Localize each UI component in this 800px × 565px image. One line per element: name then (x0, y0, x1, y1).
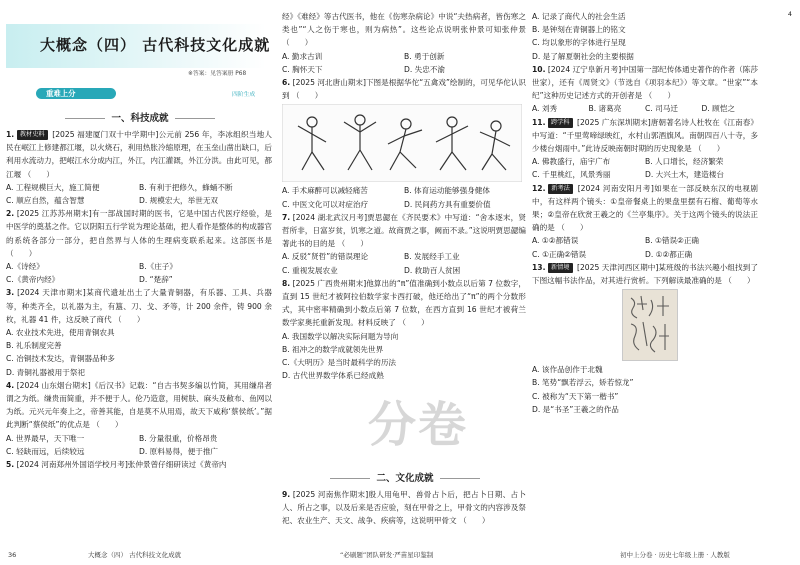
option-c[interactable]: C. 被称为“天下第一楷书” (532, 391, 619, 401)
corner-page-number: 4 (787, 10, 792, 18)
option-c[interactable]: C. 胸怀天下 (282, 64, 323, 74)
question-text: [2024 天津市期末]某商代遗址出土了大量青铜器，有乐器、工具、兵器等，种类齐全，以礼器为主，有簋、刀、戈、矛等，计 200 余件，铸 900 余枚，礼器 41 件，这反映了商代 (6, 288, 272, 324)
option-d[interactable]: D. 原料易得，便于推广 (139, 446, 219, 456)
option-a[interactable]: A.《诗经》 (6, 262, 44, 272)
section-heading-tech: 一、科技成就 (40, 110, 240, 124)
answer-blank[interactable]: （ ） (282, 38, 313, 48)
question-10 (532, 63, 758, 103)
question-number: 3. (6, 288, 15, 298)
question-text: [2024 湖北武汉月考]贾思勰在《齐民要术》中写道：“舍本逐末，贤哲所非，日富岁贫，饥寒之道。故商贾之事，阙而不录。”这说明贾思勰编著此书的目的是 (282, 212, 526, 249)
option-a[interactable]: A. 反驳“贤哲”的错误理论 (282, 252, 369, 262)
option-c[interactable]: C. 顺应自然，蕴含智慧 (6, 196, 85, 206)
question-7 (282, 211, 526, 251)
question-1 (6, 128, 272, 181)
answer-blank[interactable]: （ ） (398, 318, 429, 328)
section-heading-culture: 二、文化成就 (300, 470, 510, 484)
section-pill-label: 重难上分 (46, 89, 76, 98)
question-8-options (282, 330, 526, 383)
middle-column-bottom (282, 488, 526, 528)
question-tag: 新情境 (548, 263, 573, 273)
question-text: [2025 江苏苏州期末]有一部战国时期的医书，它是中国古代医疗经验，是中医学的奠基之作。它以阴阳五行学说为理论基础，把人看作是整体的构成器官的系统各部分一部分，把自然界与人体的生理病变联系起来。这部医书是 (6, 209, 272, 245)
question-text: 经》《难经》等古代医书，他在《伤寒杂病论》中说“夫热病者，皆伤寒之类也”“人之伤于寒也，则为病热”。这些论点说明张仲景可知张仲景 (282, 12, 526, 35)
option-a[interactable]: A. 我国数学以解决实际问题为导向 (282, 331, 399, 341)
question-tag: 跨学科 (548, 118, 573, 128)
question-text: [2024 河南安阳月考]如果在一部反映东汉的电视剧中，有这样两个镜头：①皇帝餐桌上的果盘里摆有石榴、葡萄等水果；②皇帝在欣赏王羲之的《兰亭集序》。关于这两个镜头的说法正确的是 (532, 183, 758, 233)
option-a[interactable]: A. ①②都错误 (532, 236, 579, 246)
option-c[interactable]: C. 均以象形的字体进行呈现 (532, 38, 626, 48)
answer-blank[interactable]: （ ） (557, 223, 588, 233)
five-animals-figure-wrap (282, 104, 526, 182)
question-6-options (282, 184, 526, 210)
option-a[interactable]: A. 手术麻醉可以减轻痛苦 (282, 186, 368, 196)
answer-blank[interactable]: （ ） (644, 91, 676, 101)
section-pill-caption: 四阶生成 (232, 92, 256, 98)
option-b[interactable]: B. ①错误②正确 (645, 236, 700, 246)
question-number: 8. (282, 278, 291, 288)
question-number: 12. (532, 183, 546, 193)
answer-blank[interactable]: （ ） (114, 314, 145, 324)
section-pill (36, 88, 116, 99)
footer-middle-text: “必刷题”团队研发·严苗星印鉴制 (340, 551, 434, 559)
question-13-options (532, 363, 758, 416)
option-c[interactable]: C.《大明历》是当时最科学的历法 (282, 358, 397, 368)
question-text: [2025 河北唐山期末]下图是根据华佗“五禽戏”绘制的，可见华佗认识到 (282, 78, 526, 101)
question-text: [2024 山东烟台期末]《后汉书》记载：“自古书契多编以竹简，其用缣帛者谓之为纸。缣贵而简重，并不便于人。伦乃造意，用树肤、麻头及敝布、鱼网以为纸。元兴元年奏上之，帝善其能，自是莫不从用焉，故天下咸称‘蔡侯纸’。”据此判断“蔡侯纸”的优点是 (6, 380, 272, 430)
question-tag: 教材史料 (17, 130, 48, 140)
option-a[interactable]: A. 勤求古训 (282, 51, 323, 61)
option-b[interactable]: B. 分量很重，价格昂贵 (139, 433, 218, 443)
option-c[interactable]: C. 冶铜技术发达，青铜器品种多 (6, 354, 115, 364)
option-d[interactable]: D. “楚辞” (139, 275, 173, 285)
answer-blank[interactable]: （ ） (292, 91, 323, 101)
footer-page-number: 36 (8, 551, 17, 559)
answer-blank[interactable]: （ ） (23, 169, 54, 179)
option-b[interactable]: B. 发展经手工业 (404, 252, 460, 262)
question-2 (6, 207, 272, 260)
question-4 (6, 379, 272, 432)
option-a[interactable]: A. 工程规模巨大，施工简便 (6, 182, 100, 192)
question-number: 2. (6, 209, 15, 219)
question-5-continued (282, 10, 526, 50)
option-c[interactable]: C.《黄帝内经》 (6, 275, 60, 285)
question-number: 13. (532, 262, 546, 272)
question-3-options (6, 326, 272, 379)
answer-blank[interactable]: （ ） (337, 239, 368, 249)
option-b[interactable]: B. 勇于创新 (404, 51, 445, 61)
option-b[interactable]: B.《庄子》 (139, 262, 177, 272)
question-13 (532, 261, 758, 287)
question-number: 10. (532, 64, 546, 74)
option-b[interactable]: B. 祖冲之的数学成就领先世界 (282, 344, 384, 354)
question-1-options (6, 181, 272, 207)
question-3 (6, 286, 272, 326)
question-text: [2025 广西贵州期末]他算出的“π”值准确到小数点以后第 7 位数字，直到 15 世纪才被阿拉伯数学家卡西打破，他还给出了“π”的两个分数形式，其中密率精确到小数点后第 7 位数，在西方直到 16 世纪才被荷兰数学家奥托重新发现。材料反映了 (282, 278, 526, 328)
answer-blank[interactable]: （ ） (6, 248, 37, 258)
left-column (6, 128, 272, 471)
answer-blank[interactable]: （ ） (694, 144, 725, 154)
calligraphy-figure-wrap (532, 287, 758, 363)
question-4-options (6, 432, 272, 458)
five-animals-figure (282, 104, 522, 182)
option-c[interactable]: C. 千里桃红，风景秀丽 (532, 170, 611, 180)
option-d[interactable]: D. 青铜礼器被用于祭祀 (6, 367, 86, 377)
option-c[interactable]: C. 轻缺而远，后续较远 (6, 446, 85, 456)
answer-blank[interactable]: （ ） (724, 276, 755, 286)
option-a[interactable]: A. 刘秀 (532, 104, 558, 114)
option-a[interactable]: A. 该作品创作于北魏 (532, 365, 603, 375)
question-2-options (6, 260, 272, 286)
question-9 (282, 488, 526, 528)
question-number: 11. (532, 117, 546, 127)
option-b[interactable]: B. 礼乐制度完善 (6, 341, 62, 351)
option-d[interactable]: D. ①②都正确 (645, 249, 693, 259)
page-title: 大概念（四） 古代科技文化成就 (40, 36, 271, 54)
option-c[interactable]: C. 司马迁 (645, 104, 678, 114)
question-text: [2024 河南郑州外国语学校月考]张仲景曾仔细研读过《黄帝内 (16, 460, 227, 470)
question-11-options (532, 155, 758, 181)
option-a[interactable]: A. 记录了商代人的社会生活 (532, 12, 626, 21)
question-text: [2024 辽宁阜新月考]中国第一部纪传体通史著作的作者（陈莎世家），还有《周贤文》（节选自《项羽本纪》）等文章。“世家”“本纪”这种历史记述方式的开创者是 (532, 64, 758, 101)
question-7-options (282, 250, 526, 276)
option-d[interactable]: D. 古代世界数学体系已经成熟 (282, 371, 384, 381)
answer-reference: ※答案：见答案册 P68 (188, 71, 247, 77)
question-number: 7. (282, 212, 291, 222)
option-a[interactable]: A. 世界最早，天下唯一 (6, 433, 85, 443)
question-number: 9. (282, 490, 291, 499)
question-12 (532, 182, 758, 235)
calligraphy-strokes (623, 290, 677, 360)
question-5-options (282, 50, 526, 76)
option-b[interactable]: B. 人口增长，经济繁荣 (645, 157, 724, 167)
right-column (532, 10, 758, 416)
question-number: 1. (6, 130, 15, 139)
footer-left-text: 大概念（四） 古代科技文化成就 (88, 551, 182, 559)
option-d[interactable]: D. 大兴土木，建造楼台 (645, 170, 725, 180)
question-text: [2025 天津河西区期中]某班级的书法兴趣小组找到了下图这幅书法作品，对其进行赏析。下列解读最准确的是 (532, 262, 758, 286)
question-number: 4. (6, 380, 15, 390)
question-11 (532, 116, 758, 156)
footer-right-text: 初中上分卷 · 历史七年级上册 · 人教版 (620, 551, 730, 559)
option-b[interactable]: B. 有利于把修久，蜂蛹不断 (139, 182, 233, 192)
question-text: [2025 河南焦作期末]殷人用龟甲、兽骨占卜后，把占卜日期、占卜人、所占之事，以及后来是否应验，刻在甲骨之上，甲骨文的内容涉及祭祀、农业生产、天文、战争、疾病等，这说明甲骨文 (282, 490, 526, 526)
question-number: 6. (282, 78, 291, 88)
question-6 (282, 76, 526, 102)
option-d[interactable]: D. 民间药方具有重要价值 (404, 199, 491, 209)
question-12-options (532, 234, 758, 260)
option-d[interactable]: D. 是了解夏朝社会的主要根据 (532, 51, 634, 61)
option-c[interactable]: C. 中医文化可以对症治疗 (282, 199, 369, 209)
question-text: [2025 福建厦门双十中学期中]公元前 256 年，李冰组织当地人民在岷江上修建都江堰，以火烧石，利用热胀冷缩原理，在玉垒山凿出缺口，后利用水流动力，把岷江水分成内江，外江，内江灌溉，外江分洪。由此可见，都江堰 (6, 130, 273, 179)
option-d[interactable]: D. 顾恺之 (701, 104, 735, 114)
question-5 (6, 458, 272, 471)
question-10-options (532, 102, 758, 115)
option-a[interactable]: A. 农业技术先进，使用青铜农具 (6, 328, 115, 338)
option-d[interactable]: D. 规模宏大，举世无双 (139, 196, 219, 206)
option-c[interactable]: C. ①正确②错误 (532, 249, 587, 259)
option-d[interactable]: D. 是“书圣”王羲之的作品 (532, 404, 619, 414)
question-tag: 新考法 (548, 184, 573, 194)
option-d[interactable]: D. 救助百人贫困 (404, 265, 461, 275)
question-number: 5. (6, 460, 15, 470)
option-b[interactable]: B. 体育运动能够强身健体 (404, 186, 490, 196)
answer-blank[interactable]: （ ） (92, 420, 123, 430)
option-a[interactable]: A. 佛教盛行，庙宇广布 (532, 157, 611, 167)
calligraphy-image (622, 289, 678, 361)
question-text: [2025 广东深圳期末]唐朝著名诗人杜牧在《江南春》中写道：“千里莺啼绿映红，水村山郭酒旗风。南朝四百八十寺，多少楼台烟雨中。”此诗反映南朝时期的历史现象是 (532, 117, 758, 154)
watermark: 分卷 (368, 397, 469, 453)
middle-column (282, 10, 526, 382)
option-d[interactable]: D. 失忠不渝 (404, 64, 446, 74)
option-b[interactable]: B. 笔势“飘若浮云，矫若惊龙” (532, 378, 634, 388)
question-8 (282, 277, 526, 330)
answer-blank[interactable]: （ ） (459, 516, 490, 526)
question-9-options (532, 10, 758, 63)
option-c[interactable]: C. 重视发展农业 (282, 265, 338, 275)
option-b[interactable]: B. 是钟刻在青铜器上的铭文 (532, 25, 626, 35)
option-b[interactable]: B. 诸葛亮 (588, 104, 622, 114)
